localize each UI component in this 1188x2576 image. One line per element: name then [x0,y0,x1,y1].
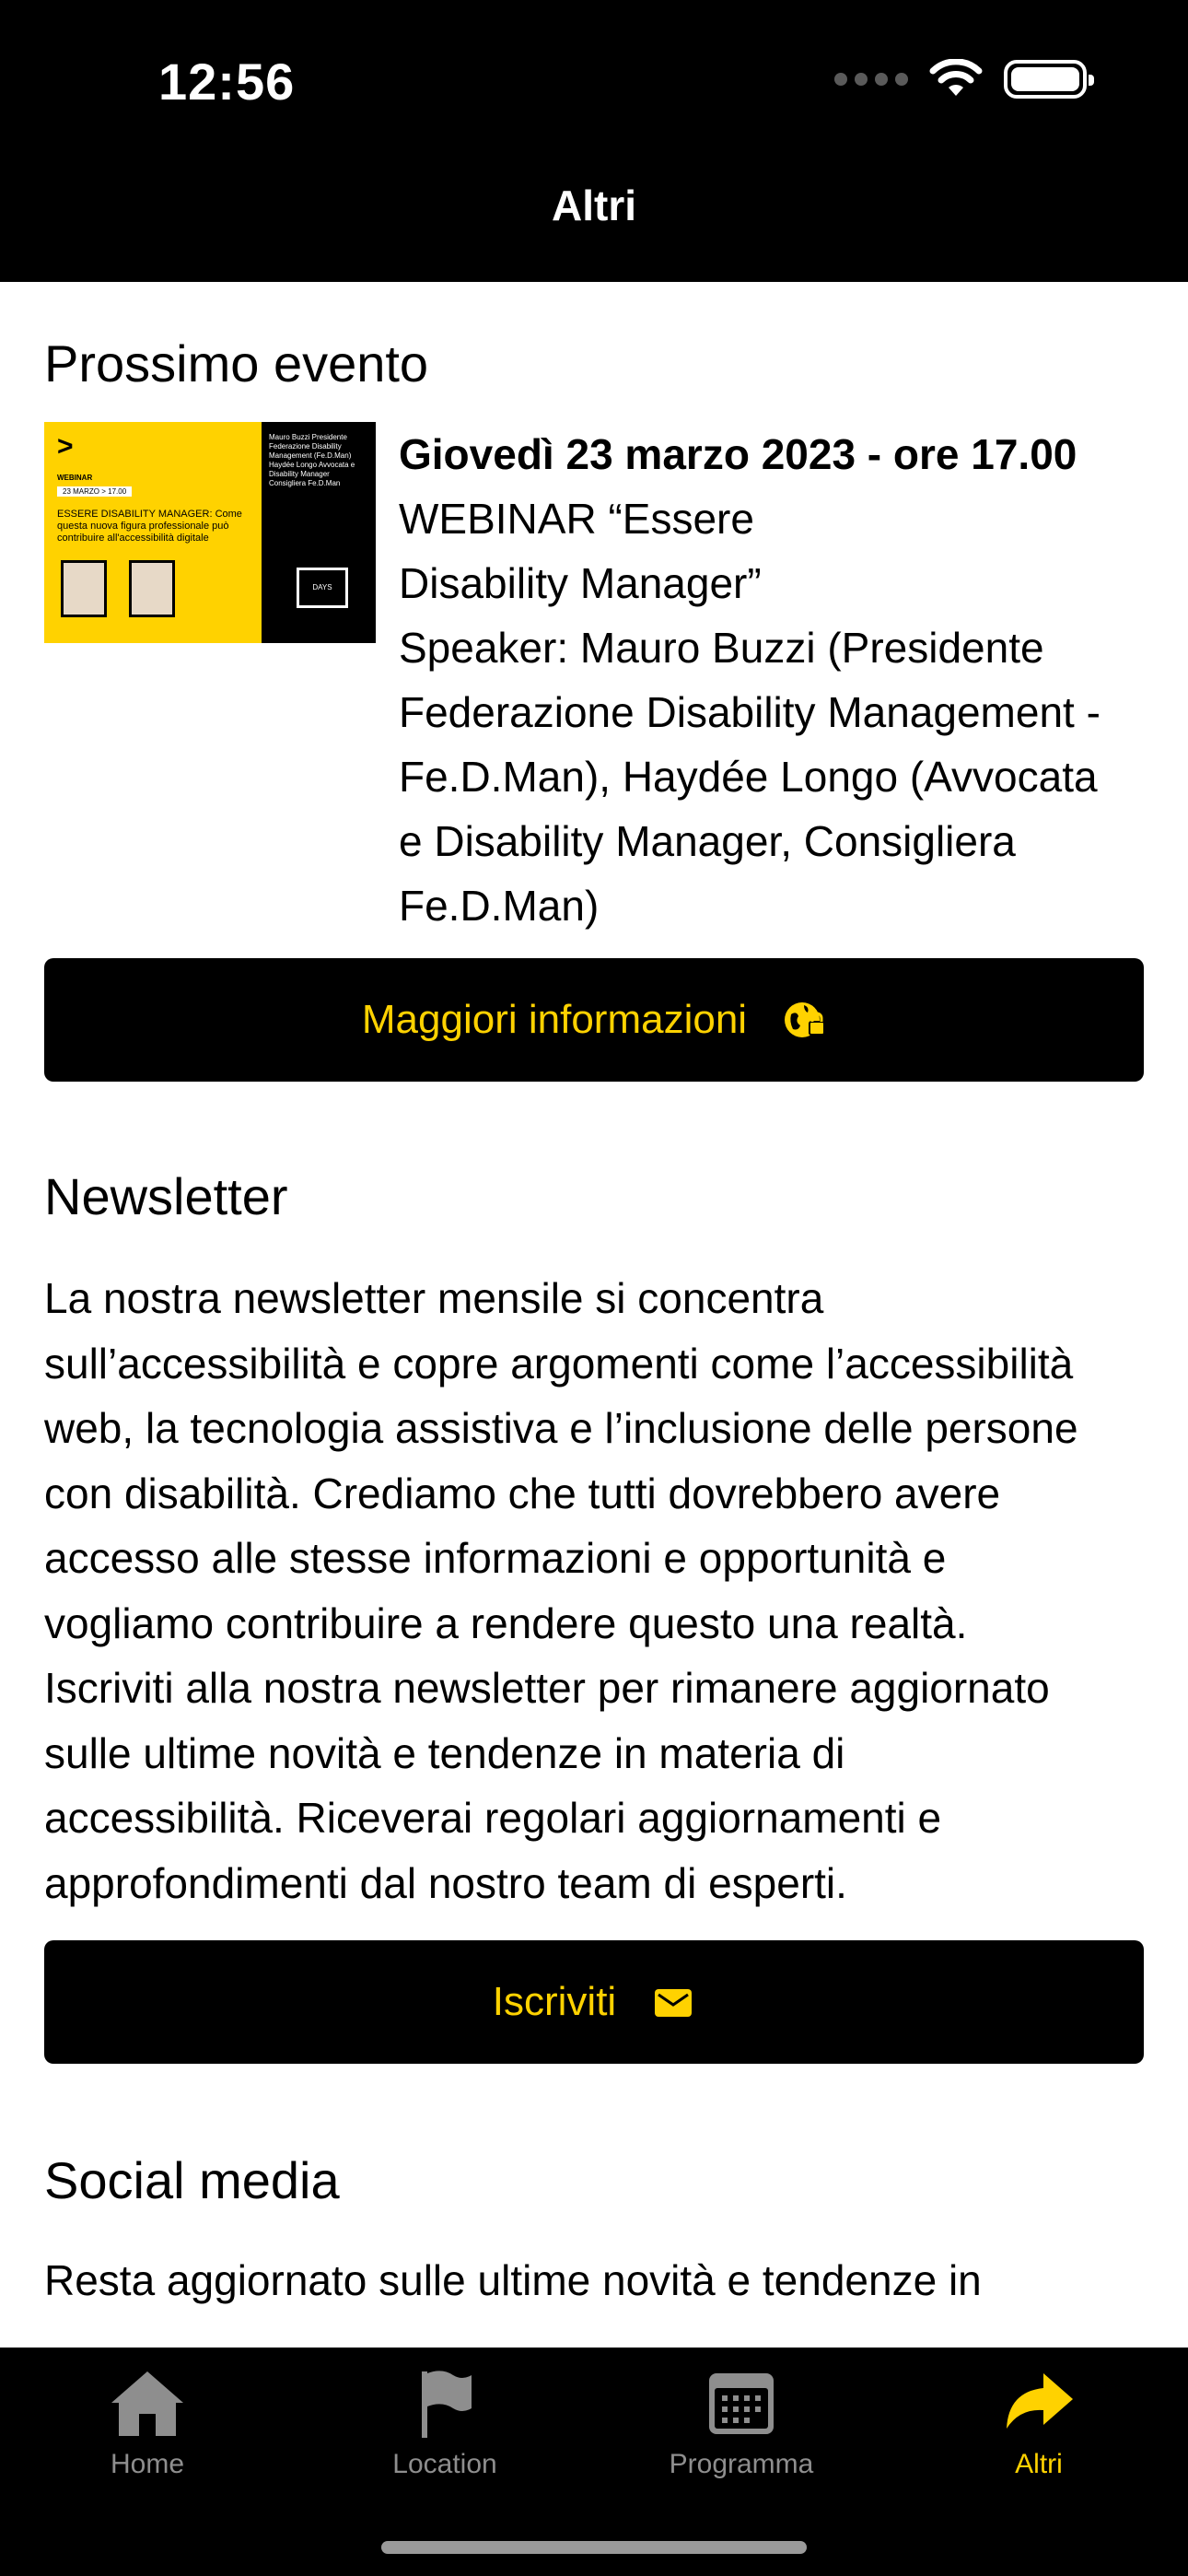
tab-home[interactable] [0,2368,295,2480]
more-info-label: Maggiori informazioni [361,997,748,1042]
newsletter-line: accessibilità. Riceverai regolari aggiornamenti e [44,1794,942,1842]
subscribe-button[interactable] [44,1940,1144,2064]
social-section-title: Social media [44,2151,340,2209]
subscribe-label: Iscriviti [492,1979,617,2024]
thumb-speakers: Mauro Buzzi Presidente Federazione Disability Management (Fe.D.Man) Haydée Longo Avvocata e Disability Manager Consigliera Fe.D.Man [269,433,355,487]
event-line: Federazione Disability Management - [399,688,1101,736]
tab-label: Altri [1015,2449,1063,2479]
tab-location[interactable] [297,2368,592,2480]
event-line: Fe.D.Man), Haydée Longo (Avvocata [399,753,1098,801]
newsletter-text [44,1266,1159,1915]
nav-title: Altri [552,181,636,229]
status-icons [834,59,1087,100]
tab-programma[interactable] [594,2368,889,2480]
chevron-logo-icon: > [57,431,74,462]
home-indicator [381,2541,807,2554]
event-line: Disability Manager” [399,559,762,607]
calendar-icon [702,2368,781,2438]
status-time: 12:56 [158,53,296,111]
social-text: Resta aggiornato sulle ultime novità e tendenze in [44,2256,982,2304]
tab-label: Home [110,2449,185,2479]
newsletter-line: sulle ultime novità e tendenze in materia di [44,1728,845,1777]
event-line: Speaker: Mauro Buzzi (Presidente [399,624,1044,672]
signal-icon [834,73,908,86]
newsletter-line: La nostra newsletter mensile si concentra [44,1274,824,1322]
newsletter-section-title: Newsletter [44,1167,288,1225]
top-bar [0,0,1188,282]
flag-icon [405,2368,484,2438]
event-section-title: Prossimo evento [44,334,429,392]
newsletter-line: vogliamo contribuire a rendere questo una realtà. [44,1598,968,1647]
speaker-photo [61,560,107,617]
envelope-icon [651,1980,695,2024]
newsletter-line: web, la tecnologia assistiva e l’inclusione delle persone [44,1404,1078,1452]
thumb-date: 23 MARZO > 17.00 [57,486,132,497]
event-line: e Disability Manager, Consigliera [399,817,1016,865]
event-line: Fe.D.Man) [399,882,600,930]
newsletter-line: Iscriviti alla nostra newsletter per rimanere aggiornato [44,1664,1050,1712]
more-info-button[interactable] [44,958,1144,1082]
wifi-icon [928,59,984,100]
event-image[interactable] [44,422,376,643]
thumb-webinar: WEBINAR [57,474,93,482]
event-line: WEBINAR “Essere [399,495,754,543]
newsletter-line: accesso alle stesse informazioni e opportunità e [44,1534,947,1582]
event-date: Giovedì 23 marzo 2023 - ore 17.00 [399,430,1077,478]
event-description [399,422,1154,938]
newsletter-line: approfondimenti dal nostro team di esperti. [44,1858,847,1907]
globe-lock-icon [782,998,826,1042]
house-icon [108,2368,187,2438]
battery-icon [1004,60,1087,99]
newsletter-line: con disabilità. Crediamo che tutti dovrebbero avere [44,1469,1001,1517]
thumb-headline: ESSERE DISABILITY MANAGER: Come questa nuova figura professionale può contribuire all'accessibilità digitale [57,509,242,544]
speaker-photo [129,560,175,617]
tab-altri[interactable] [891,2368,1186,2480]
newsletter-line: sull’accessibilità e copre argomenti come l’accessibilità [44,1339,1074,1388]
tab-label: Location [392,2449,497,2479]
tab-label: Programma [669,2449,814,2479]
thumb-logo: DAYS [297,568,348,608]
share-arrow-icon [999,2368,1078,2438]
